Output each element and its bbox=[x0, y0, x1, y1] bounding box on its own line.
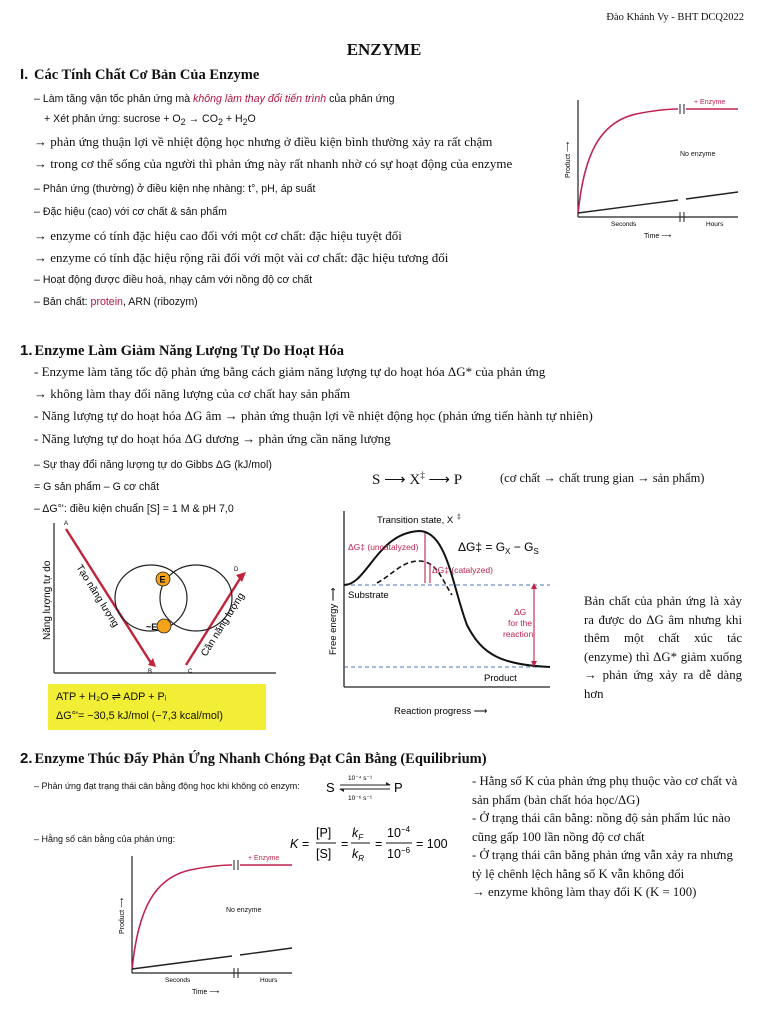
s2-line1: - Enzyme làm tăng tốc độ phản ứng bằng cách giảm năng lượng tự do hoạt hóa ΔG* của phản ứng bbox=[34, 364, 546, 379]
label-generate-energy: Tạo năng lượng bbox=[73, 562, 121, 630]
label-dg3: reaction bbox=[503, 629, 534, 639]
s1-l2-pre: + Xét phản ứng: sucrose + O bbox=[44, 113, 181, 125]
s1-l10-red: protein bbox=[90, 296, 123, 308]
transition-state-figure bbox=[322, 505, 572, 725]
s2-line2: → không làm thay đổi năng lượng của cơ chất hay sản phẩm bbox=[34, 386, 351, 401]
arrow-head bbox=[531, 583, 537, 589]
gibbs-line1: – Sự thay đổi năng lượng tự do Gibbs ΔG (kJ/mol) bbox=[34, 459, 272, 471]
label-product: Product ⟶ bbox=[119, 897, 126, 934]
page-title: ENZYME bbox=[346, 40, 422, 59]
eq-kR: $k_R$ bbox=[352, 847, 365, 863]
sub-h2: 2 bbox=[242, 117, 248, 128]
note-3: - Ở trạng thái cân bằng phản ứng vẫn xảy ra nhưng tỷ lệ chênh lệch hằng số K vẫn không đổi bbox=[472, 848, 733, 881]
eq-S-conc: [S] bbox=[316, 847, 332, 861]
kinetics-figure-bottom bbox=[110, 848, 310, 998]
section3-title: Enzyme Thúc Đẩy Phản Ứng Nhanh Chóng Đạt Cân Bằng (Equilibrium) bbox=[34, 751, 487, 767]
label-product: Product bbox=[484, 673, 517, 684]
s3-line1: – Phản ứng đạt trạng thái cân bằng động học khi không có enzym: bbox=[34, 781, 300, 791]
label-catalyzed: ΔG‡ (catalyzed) bbox=[432, 565, 493, 575]
s1-l2-end: O bbox=[247, 113, 256, 125]
author-credit: Đào Khánh Vy - BHT DCQ2022 bbox=[606, 12, 744, 23]
s1-line2 bbox=[44, 113, 256, 127]
no-enzyme-line bbox=[578, 200, 678, 213]
down-arrow-line bbox=[66, 529, 151, 663]
s1-line5: – Phản ứng (thường) ở điều kiện nhẹ nhàng: t°, pH, áp suất bbox=[34, 183, 316, 195]
eq-K: K = bbox=[290, 837, 310, 851]
label-reaction-progress: Reaction progress ⟶ bbox=[394, 706, 488, 717]
no-enzyme-line-2 bbox=[240, 948, 292, 955]
reaction-X: X bbox=[409, 472, 421, 488]
token-tilde-E: ~E bbox=[146, 622, 158, 632]
s1-line9: – Hoạt động được điều hoà, nhạy cảm với nồng độ cơ chất bbox=[34, 274, 313, 286]
eq-sign-1: = bbox=[341, 837, 349, 851]
ts-dagger: ‡ bbox=[457, 514, 461, 521]
gibbs-line2: = G sản phẩm – G cơ chất bbox=[34, 481, 160, 493]
enzyme-curve bbox=[132, 865, 232, 970]
s1-line10 bbox=[34, 296, 198, 308]
label-hours: Hours bbox=[706, 221, 724, 228]
arrow-head bbox=[339, 789, 344, 792]
label-enzyme: + Enzyme bbox=[694, 99, 726, 106]
s1-line8: → enzyme có tính đặc hiệu rộng rãi đối với một vài cơ chất: đặc hiệu tương đối bbox=[34, 250, 449, 265]
section1-title: Các Tính Chất Cơ Bản Của Enzyme bbox=[33, 67, 260, 83]
sub-co2: 2 bbox=[217, 117, 223, 128]
s1-l2-mid2: + H bbox=[222, 113, 243, 125]
point-A: A bbox=[64, 521, 69, 527]
s1-line3: → phản ứng thuận lợi về nhiệt động học nhưng ở điều kiện bình thường xảy ra rất chậm bbox=[34, 134, 493, 149]
eq-sign-2: = bbox=[375, 837, 383, 851]
point-C: C bbox=[188, 669, 193, 675]
eq-result: = 100 bbox=[416, 837, 448, 851]
label-dg1: ΔG bbox=[514, 607, 527, 617]
eq-S: S bbox=[326, 780, 335, 795]
label-time: Time ⟶ bbox=[644, 233, 672, 240]
section2-heading bbox=[20, 342, 344, 360]
s1-line1 bbox=[34, 93, 395, 105]
section3-number: 2. bbox=[20, 750, 33, 767]
atp-highlight-box bbox=[48, 684, 266, 730]
reaction-note: (cơ chất → chất trung gian → sản phẩm) bbox=[500, 471, 705, 485]
label-uncatalyzed: ΔG‡ (uncatalyzed) bbox=[348, 542, 419, 552]
atp-delta-g: ΔG°'= −30,5 kJ/mol (−7,3 kcal/mol) bbox=[56, 710, 223, 722]
eq-den: $10^{-6}$ bbox=[387, 846, 411, 861]
s2-line3: - Năng lượng tự do hoạt hóa ΔG âm → phản ứng thuận lợi về nhiệt động học (phản ứng tiến hành tự nhiên) bbox=[34, 408, 593, 423]
section2-number: 1. bbox=[20, 342, 33, 359]
label-dg2: for the bbox=[508, 618, 533, 628]
eq-kF: $k_F$ bbox=[352, 826, 364, 842]
reaction-S: S bbox=[372, 472, 381, 488]
reaction-P: P bbox=[453, 472, 463, 488]
label-no-enzyme: No enzyme bbox=[226, 907, 262, 914]
label-seconds: Seconds bbox=[165, 977, 191, 984]
s2-line4: - Năng lượng tự do hoạt hóa ΔG dương → phản ứng cần năng lượng bbox=[34, 431, 391, 446]
point-B: B bbox=[148, 669, 153, 675]
up-arrow-line bbox=[186, 577, 241, 665]
point-D: D bbox=[234, 567, 239, 573]
section1-number: I. bbox=[20, 66, 29, 83]
note-1: - Hằng số K của phản ứng phụ thuộc vào cơ chất và sản phẩm (bản chất hóa học/ΔG) bbox=[472, 774, 738, 807]
label-time: Time ⟶ bbox=[192, 989, 220, 996]
s3-line2: – Hằng số cân bằng của phản ứng: bbox=[34, 834, 176, 844]
energy-coupling-figure bbox=[36, 515, 286, 685]
energy-ylabel: Năng lượng tự do bbox=[42, 560, 53, 640]
label-substrate: Substrate bbox=[348, 590, 389, 601]
s1-line4: → trong cơ thể sống của người thì phản ứng này rất nhanh nhờ có sự hoạt động của enzyme bbox=[34, 156, 513, 171]
s1-l10-pre: – Bản chất: bbox=[34, 296, 91, 308]
label-product: Product ⟶ bbox=[565, 141, 572, 178]
label-transition-state: Transition state, X bbox=[377, 515, 454, 526]
kinetics-figure-top bbox=[556, 92, 756, 242]
s1-l2-mid: → CO bbox=[185, 113, 218, 125]
s1-line7: → enzyme có tính đặc hiệu cao đối với một cơ chất: đặc hiệu tuyệt đối bbox=[34, 228, 402, 243]
label-enzyme: + Enzyme bbox=[248, 855, 280, 862]
label-no-enzyme: No enzyme bbox=[680, 151, 716, 158]
label-eq: ΔG‡ = $G_X - G_S$ bbox=[458, 540, 539, 556]
rate-equation bbox=[322, 770, 412, 806]
s1-l10-post: , ARN (ribozym) bbox=[122, 296, 198, 308]
atp-equation: ATP + H₂O ⇌ ADP + Pᵢ bbox=[56, 691, 167, 703]
label-hours: Hours bbox=[260, 977, 278, 984]
s1-l1-post: của phản ứng bbox=[326, 93, 395, 105]
label-free-energy: Free energy ⟶ bbox=[328, 587, 339, 655]
eq-P-conc: [P] bbox=[316, 826, 332, 840]
note-4: → enzyme không làm thay đổi K (K = 100) bbox=[472, 885, 697, 899]
s1-l1-pre: – Làm tăng vận tốc phản ứng mà bbox=[34, 93, 194, 105]
label-seconds: Seconds bbox=[611, 221, 637, 228]
section3-heading bbox=[20, 750, 487, 768]
k-equation bbox=[286, 822, 456, 866]
section2-title: Enzyme Làm Giảm Năng Lượng Tự Do Hoạt Hóa bbox=[34, 343, 345, 359]
enzyme-curve bbox=[578, 109, 678, 214]
section1-heading bbox=[20, 66, 259, 84]
eq-num: $10^{-4}$ bbox=[387, 825, 411, 840]
label-need-energy: Cần năng lượng bbox=[199, 591, 248, 659]
note-2: - Ở trạng thái cân bằng: nồng độ sản phẩm lúc nào cũng gấp 100 lần nồng độ cơ chất bbox=[472, 811, 731, 844]
reaction-scheme: S ⟶ X‡ ⟶ P bbox=[372, 470, 463, 488]
no-enzyme-line-2 bbox=[686, 192, 738, 199]
energy-token-icon bbox=[157, 619, 171, 633]
rate-forward: 10⁻⁴ s⁻¹ bbox=[348, 775, 373, 782]
eq-P: P bbox=[394, 780, 403, 795]
side-paragraph: Bản chất của phản ứng là xảy ra được do ΔG âm nhưng khi thêm một chất xúc tác (enzyme) thì ΔG* giảm xuống → phản ứng xảy ra dễ dàng hơn bbox=[584, 594, 742, 701]
s3-right-notes bbox=[472, 772, 744, 902]
token-E: E bbox=[159, 574, 166, 585]
arrow-head bbox=[386, 782, 391, 785]
gibbs-line3: – ΔG°': điều kiện chuẩn [S] = 1 M & pH 7,0 bbox=[34, 503, 234, 515]
rate-reverse: 10⁻⁶ s⁻¹ bbox=[348, 795, 372, 802]
s1-line6: – Đặc hiệu (cao) với cơ chất & sản phẩm bbox=[34, 206, 227, 218]
s1-l1-red: không làm thay đổi tiến trình bbox=[193, 93, 327, 105]
no-enzyme-line bbox=[132, 956, 232, 969]
sub-o2: 2 bbox=[180, 117, 186, 128]
